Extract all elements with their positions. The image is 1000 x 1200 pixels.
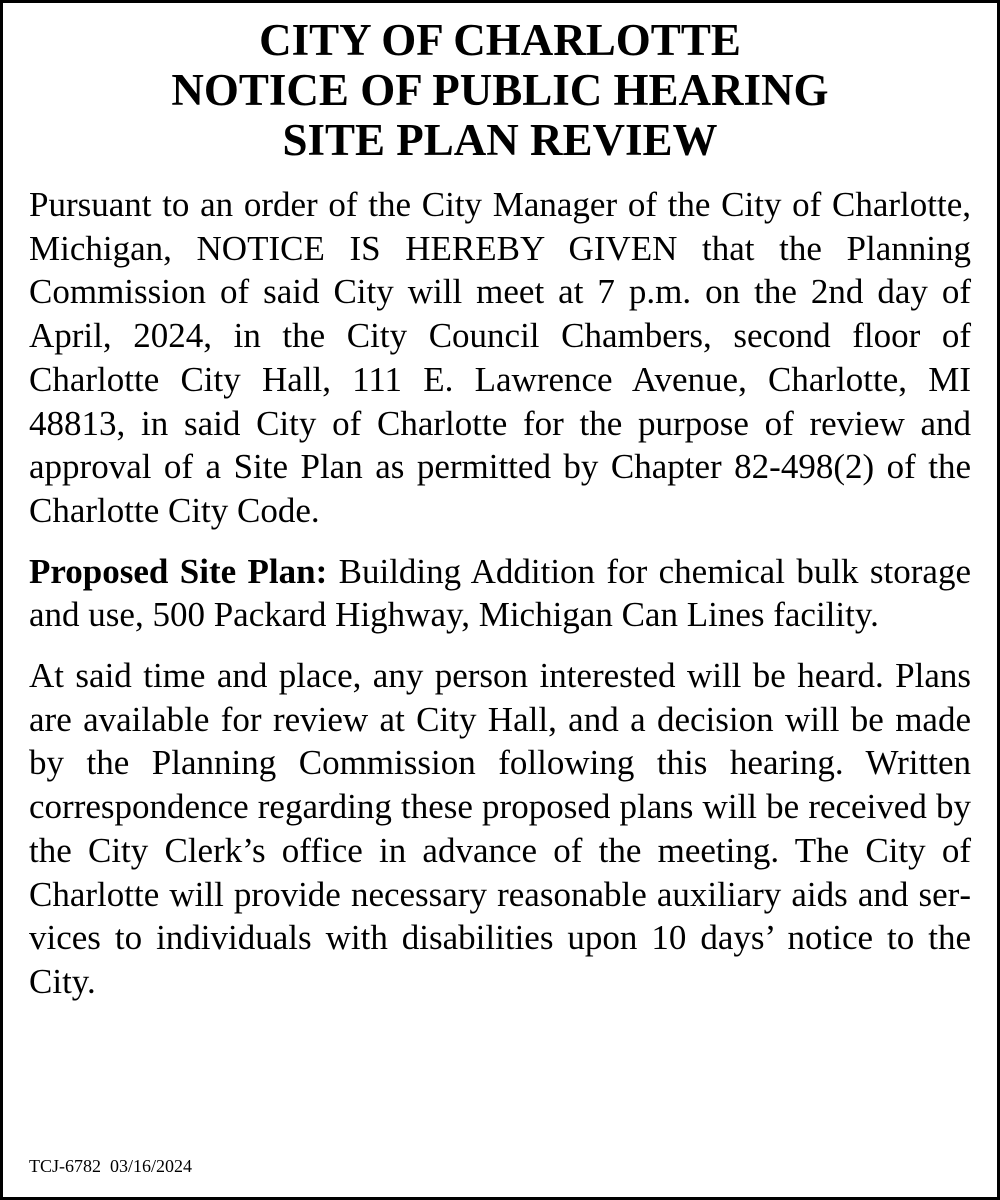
hearing-details-paragraph: Pursuant to an order of the City Manager of the City of Charlotte, Michigan, NOTICE IS HEREBY GIVEN that the Planning Commission of said City will meet at 7 p.m. on the 2nd day of April, 2024, in the City Council Chambers, second floor of Charlotte City Hall, 111 E. Lawrence Avenue, Charlotte, MI 48813, in said City of Charlotte for the purpose of review and approval of a Site Plan as permitted by Chapter 82-498(2) of the Charlotte City Code.	[29, 185, 971, 530]
proposed-site-plan-text: Building Addition for chemical bulk storage and use, 500 Packard Highway, Michigan Can Lines facility.	[29, 551, 971, 635]
notice-reference: TCJ-6782 03/16/2024	[29, 1156, 193, 1176]
title-line-review: SITE PLAN REVIEW	[282, 115, 718, 165]
proposed-site-plan-label: Proposed Site Plan:	[29, 551, 328, 591]
title-line-city: CITY OF CHARLOTTE	[259, 15, 741, 65]
public-comment-paragraph: At said time and place, any person interested will be heard. Plans are available for review at City Hall, and a decision will be made by the Planning Commission following this hearing. Written correspondence regarding these proposed plans will be received by the City Clerk’s office in advance of the meeting. The City of Charlotte will provide necessary reasonable auxiliary aids and services to individuals with disabilities upon 10 days’ notice to the City.	[29, 656, 971, 1001]
proposed-site-plan-paragraph	[29, 550, 971, 637]
notice-title	[29, 15, 971, 165]
title-line-hearing: NOTICE OF PUBLIC HEARING	[171, 65, 829, 115]
